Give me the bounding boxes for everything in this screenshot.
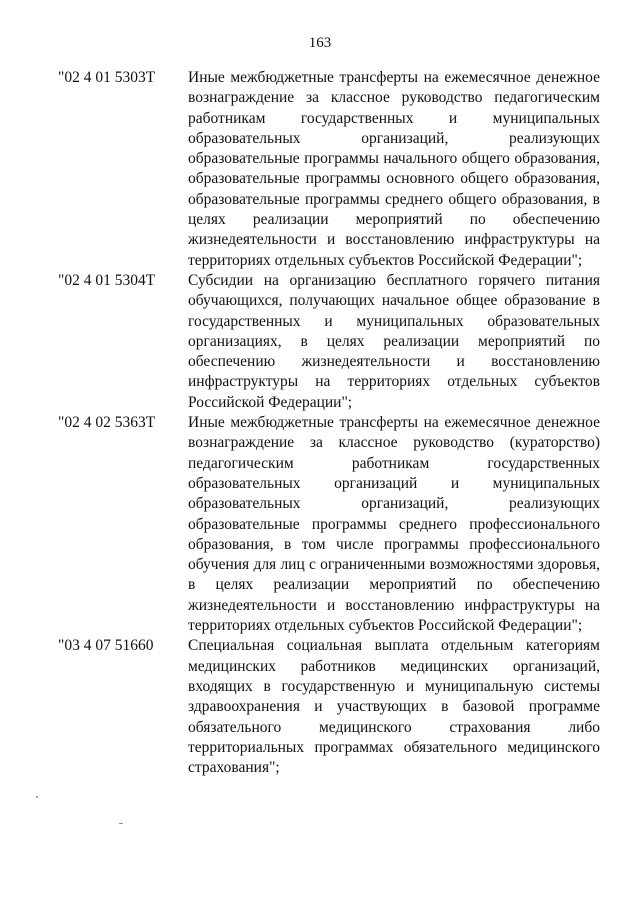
entry-description: Специальная социальная выплата отдельным категориям медицинских работников медицинских организаций, входящих в государственную и муниципальную системы здравоохранения и участвующих в базовой программе обязательного медицинского страхования либо территориальных программах обязательного медицинского страхования";: [188, 637, 600, 777]
entry-description: Иные межбюджетные трансферты на ежемесячное денежное вознаграждение за классное руководство (кураторство) педагогическим работникам государственных образовательных организаций и муниципальных образовательных организаций, реализующих образовательные программы среднего профессионального образования, в том числе программы профессионального обучения для лиц с ограниченными возможностями здоровья, в целях реализации мероприятий по обеспечению жизнедеятельности и восстановлению инфраструктуры на территориях отдельных субъектов Российской Федерации";: [188, 414, 600, 635]
classification-code: "02 4 02 5363T: [58, 414, 156, 432]
classification-code: "02 4 01 5304T: [58, 271, 156, 289]
list-item: [0, 68, 640, 271]
scan-speck: [36, 796, 38, 798]
entry-description: Субсидии на организацию бесплатного горячего питания обучающихся, получающих начальное общее образование в государственных и муниципальных образовательных организациях, в целях реализации мероприятий по обеспечению жизнедеятельности и восстановлению инфраструктуры на территориях отдельных субъектов Российской Федерации";: [188, 271, 600, 411]
classification-code: "03 4 07 51660: [58, 637, 154, 655]
list-item: [0, 636, 640, 778]
page-number: 163: [308, 35, 332, 51]
entry-description: Иные межбюджетные трансферты на ежемесячное денежное вознаграждение за классное руководство педагогическим работникам государственных и муниципальных образовательных организаций, реализующих образовательные программы начального общего образования, образовательные программы основного общего образования, образовательные программы среднего общего образования, в целях реализации мероприятий по обеспечению жизнедеятельности и восстановлению инфраструктуры на территориях отдельных субъектов Российской Федерации";: [188, 69, 600, 269]
scan-speck: [119, 823, 123, 824]
classification-code: "02 4 01 5303T: [58, 69, 156, 86]
list-item: [0, 413, 640, 636]
entry-list: [0, 68, 640, 778]
list-item: [0, 271, 640, 413]
